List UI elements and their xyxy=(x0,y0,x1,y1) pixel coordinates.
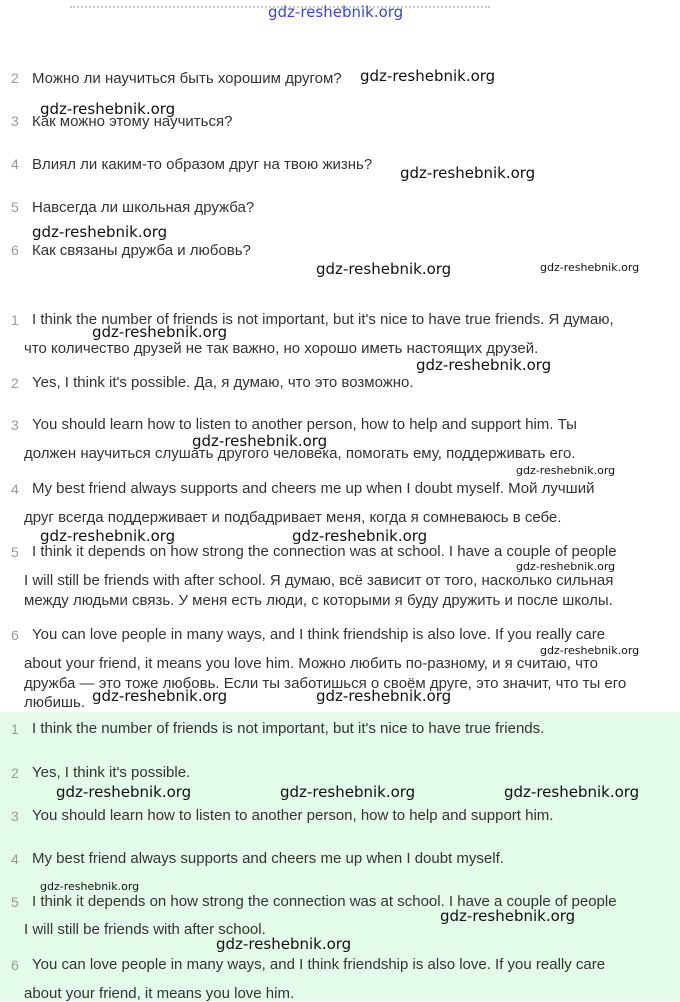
question-text: Навсегда ли школьная дружба? xyxy=(32,199,255,216)
watermark: gdz-reshebnik.org xyxy=(516,560,616,573)
english-number: 2 xyxy=(11,765,19,781)
watermark: gdz-reshebnik.org xyxy=(516,464,616,477)
question-number: 5 xyxy=(11,199,19,215)
question-number: 4 xyxy=(11,156,19,172)
english-line: My best friend always supports and cheers me up when I doubt myself. xyxy=(32,850,504,867)
watermark: gdz-reshebnik.org xyxy=(40,880,140,893)
watermark: gdz-reshebnik.org xyxy=(268,3,404,21)
question-number: 2 xyxy=(11,70,19,86)
english-number: 5 xyxy=(11,894,19,910)
watermark: gdz-reshebnik.org xyxy=(280,783,416,801)
answer-line: между людьми связь. У меня есть люди, с которыми я буду дружить и после школы. xyxy=(24,592,613,609)
watermark: gdz-reshebnik.org xyxy=(216,935,352,953)
watermark: gdz-reshebnik.org xyxy=(32,223,168,241)
watermark: gdz-reshebnik.org xyxy=(56,783,192,801)
question-text: Влиял ли каким-то образом друг на твою жизнь? xyxy=(32,156,373,173)
answer-line: любишь. xyxy=(24,694,85,711)
answer-line: что количество друзей не так важно, но хорошо иметь настоящих друзей. xyxy=(24,340,539,357)
answer-line: друг всегда поддерживает и подбадривает меня, когда я сомневаюсь в себе. xyxy=(24,509,562,526)
watermark: gdz-reshebnik.org xyxy=(192,432,328,450)
english-number: 6 xyxy=(11,957,19,973)
english-line: I think the number of friends is not important, but it's nice to have true friends. xyxy=(32,720,545,737)
english-line: I think it depends on how strong the connection was at school. I have a couple of people xyxy=(32,893,617,910)
answer-number: 2 xyxy=(11,375,19,391)
watermark: gdz-reshebnik.org xyxy=(316,687,452,705)
english-line: You can love people in many ways, and I think friendship is also love. If you really care xyxy=(32,956,606,973)
answer-line: I think the number of friends is not important, but it's nice to have true friends. Я думаю, xyxy=(32,311,614,328)
watermark: gdz-reshebnik.org xyxy=(540,644,640,657)
watermark: gdz-reshebnik.org xyxy=(400,164,536,182)
answer-line: about your friend, it means you love him. Можно любить по-разному, и я считаю, что xyxy=(24,655,598,672)
answer-number: 3 xyxy=(11,417,19,433)
answer-line: My best friend always supports and cheers me up when I doubt myself. Мой лучший xyxy=(32,480,595,497)
watermark: gdz-reshebnik.org xyxy=(360,67,496,85)
watermark: gdz-reshebnik.org xyxy=(440,907,576,925)
watermark: gdz-reshebnik.org xyxy=(416,356,552,374)
english-number: 1 xyxy=(11,721,19,737)
english-line: about your friend, it means you love him. xyxy=(24,985,295,1002)
watermark: gdz-reshebnik.org xyxy=(40,527,176,545)
question-number: 6 xyxy=(11,242,19,258)
answer-line: Yes, I think it's possible. Да, я думаю, что это возможно. xyxy=(32,374,414,391)
answer-line: I will still be friends with after school. Я думаю, всё зависит от того, насколько сильная xyxy=(24,572,614,589)
answer-number: 5 xyxy=(11,544,19,560)
answer-line: You can love people in many ways, and I think friendship is also love. If you really care xyxy=(32,626,606,643)
english-line: Yes, I think it's possible. xyxy=(32,764,191,781)
watermark: gdz-reshebnik.org xyxy=(504,783,640,801)
answer-line: дружба — это тоже любовь. Если ты заботишься о своём друге, это значит, что ты его xyxy=(24,675,627,692)
watermark: gdz-reshebnik.org xyxy=(292,527,428,545)
question-text: Как связаны дружба и любовь? xyxy=(32,242,251,259)
question-number: 3 xyxy=(11,113,19,129)
question-text: Можно ли научиться быть хорошим другом? xyxy=(32,70,342,87)
watermark: gdz-reshebnik.org xyxy=(92,687,228,705)
watermark: gdz-reshebnik.org xyxy=(40,100,176,118)
answer-line: You should learn how to listen to another person, how to help and support him. Ты xyxy=(32,416,577,433)
answer-line: I think it depends on how strong the connection was at school. I have a couple of people xyxy=(32,543,617,560)
answer-line: должен научиться слушать другого человека, помогать ему, поддерживать его. xyxy=(24,445,576,462)
watermark: gdz-reshebnik.org xyxy=(316,260,452,278)
english-line: I will still be friends with after school. xyxy=(24,921,266,938)
answer-number: 6 xyxy=(11,627,19,643)
watermark: gdz-reshebnik.org xyxy=(540,261,640,274)
answer-number: 4 xyxy=(11,481,19,497)
english-number: 3 xyxy=(11,808,19,824)
english-number: 4 xyxy=(11,851,19,867)
watermark: gdz-reshebnik.org xyxy=(92,323,228,341)
english-line: You should learn how to listen to another person, how to help and support him. xyxy=(32,807,554,824)
question-text: Как можно этому научиться? xyxy=(32,113,233,130)
answer-number: 1 xyxy=(11,312,19,328)
